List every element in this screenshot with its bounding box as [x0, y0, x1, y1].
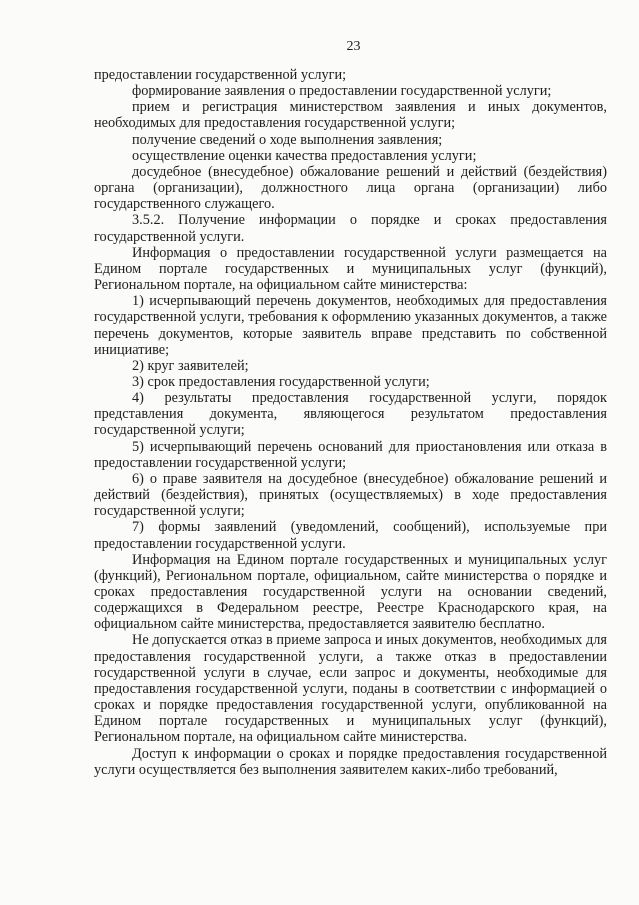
paragraph: Не допускается отказ в приеме запроса и иных документов, необходимых для предоставления государственной услуги, а также отказ в предоставлении государственной услуги в случае, если запрос и документы, необходимые для предоставления государственной услуги, поданы в соответствии с информацией о сроках и порядке предоставления государственной услуги, опубликованной на Едином портале государственных и муниципальных услуг (функций), Региональном портале, на официальном сайте министерства. — [94, 632, 607, 746]
paragraph: 3.5.2. Получение информации о порядке и сроках предоставления государственной услуги. — [94, 212, 607, 245]
paragraph: получение сведений о ходе выполнения заявления; — [132, 131, 443, 148]
paragraph: Информация о предоставлении государственной услуги размещается на Едином портале государственных и муниципальных услуг (функций), Региональном портале, на официальном сайте министерства: — [94, 244, 607, 294]
paragraph: 6) о праве заявителя на досудебное (внесудебное) обжалование решений и действий (бездействия), принятых (осуществляемых) в ходе предоставления государственной услуги; — [94, 470, 607, 520]
paragraph: досудебное (внесудебное) обжалование решений и действий (бездействия) органа (организации), должностного лица органа (организации) либо государственного служащего. — [94, 163, 607, 213]
paragraph: Информация на Едином портале государственных и муниципальных услуг (функций), Региональном портале, официальном, сайте министерства о порядке и сроках предоставления государственной услуги на основании сведений, содержащихся в Федеральном реестре, Реестре Краснодарского края, на официальном сайте министерства, предоставляется заявителю бесплатно. — [94, 551, 607, 633]
document-body — [94, 67, 607, 778]
paragraph: формирование заявления о предоставлении государственной услуги; — [132, 83, 552, 100]
paragraph: Доступ к информации о сроках и порядке предоставления государственной услуги осуществляется без выполнения заявителем каких-либо требований, — [94, 745, 607, 778]
page-number: 23 — [346, 39, 361, 54]
paragraph: 4) результаты предоставления государственной услуги, порядок представления документа, являющегося результатом предоставления государственной услуги; — [94, 390, 607, 439]
paragraph: 7) формы заявлений (уведомлений, сообщений), используемые при предоставлении государственной услуги. — [94, 519, 607, 552]
paragraph: 5) исчерпывающий перечень оснований для приостановления или отказа в предоставлении государственной услуги; — [94, 438, 607, 471]
paragraph: 1) исчерпывающий перечень документов, необходимых для предоставления государственной услуги, требования к оформлению указанных документов, а также перечень документов, которые заявитель вправе представить по собственной инициативе; — [94, 293, 607, 358]
paragraph: предоставлении государственной услуги; — [94, 67, 347, 83]
paragraph: 3) срок предоставления государственной услуги; — [132, 373, 430, 390]
paragraph: 2) круг заявителей; — [132, 357, 249, 374]
paragraph: прием и регистрация министерством заявления и иных документов, необходимых для предоставления государственной услуги; — [94, 99, 607, 132]
paragraph: осуществление оценки качества предоставления услуги; — [132, 147, 477, 164]
